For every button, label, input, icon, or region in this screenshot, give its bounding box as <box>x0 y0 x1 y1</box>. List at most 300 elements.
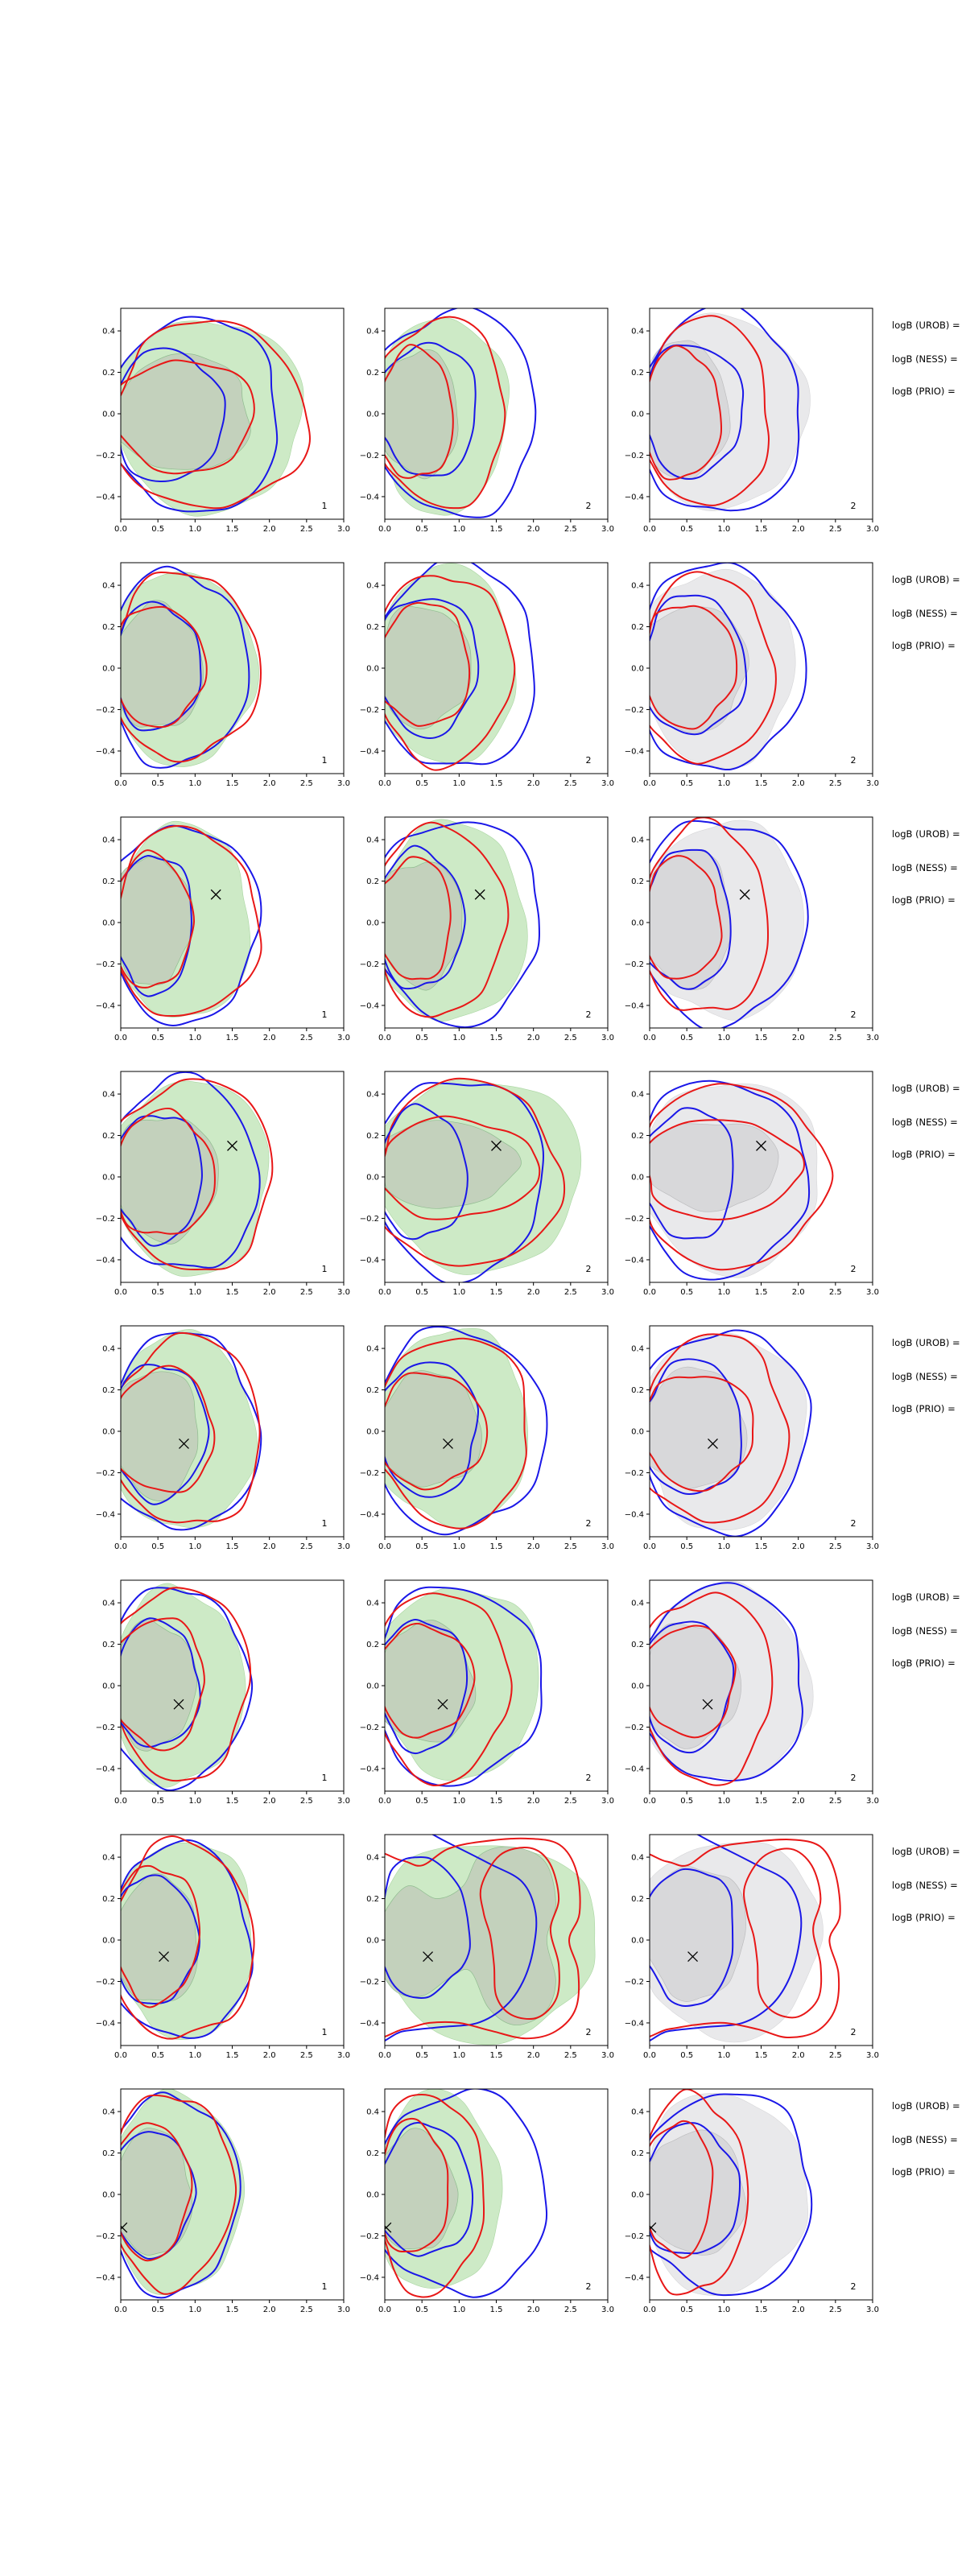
legend-line-prio: logB (PRIO) = <box>892 1149 956 1160</box>
x-tick-label: 0.0 <box>643 2306 656 2314</box>
y-tick-label: −0.4 <box>624 1001 644 1011</box>
x-tick-label: 2.0 <box>791 1288 805 1297</box>
x-tick-label: 2.0 <box>262 1542 276 1551</box>
x-tick-label: 2.0 <box>791 2306 805 2314</box>
x-tick-label: 2.5 <box>564 525 577 534</box>
x-tick-label: 2.0 <box>526 1797 540 1806</box>
contour-panel-r7c1 <box>95 1835 350 2060</box>
x-tick-label: 1.0 <box>717 1034 731 1042</box>
y-tick-label: −0.4 <box>359 2273 379 2283</box>
y-tick-label: −0.2 <box>95 1723 115 1732</box>
panel-number: 1 <box>321 755 328 766</box>
x-tick-label: 0.0 <box>378 779 391 788</box>
y-tick-label: 0.4 <box>102 2107 115 2117</box>
x-tick-label: 1.5 <box>489 1034 503 1042</box>
x-tick-label: 0.0 <box>114 779 127 788</box>
panel-number: 1 <box>321 1518 328 1529</box>
x-tick-label: 1.5 <box>754 1034 768 1042</box>
x-tick-label: 1.5 <box>489 525 503 534</box>
x-tick-label: 0.5 <box>415 2051 429 2060</box>
panel-number: 2 <box>585 1773 592 1783</box>
x-tick-label: 2.0 <box>262 779 276 788</box>
y-tick-label: −0.4 <box>624 747 644 757</box>
x-tick-label: 0.5 <box>680 2051 694 2060</box>
y-tick-label: −0.4 <box>95 2273 115 2283</box>
x-tick-label: 2.0 <box>262 1797 276 1806</box>
y-tick-label: −0.4 <box>624 1510 644 1520</box>
y-tick-label: 0.0 <box>631 1427 644 1437</box>
x-tick-label: 1.5 <box>225 1288 239 1297</box>
legend-line-ness: logB (NESS) = <box>892 1371 958 1382</box>
panel-number: 2 <box>850 1773 857 1783</box>
x-tick-label: 1.0 <box>717 2306 731 2314</box>
panel-number: 2 <box>585 2027 592 2037</box>
y-tick-label: −0.2 <box>359 960 379 969</box>
y-tick-label: 0.2 <box>631 1895 644 1905</box>
x-tick-label: 2.5 <box>564 1797 577 1806</box>
x-tick-label: 1.5 <box>225 779 239 788</box>
y-tick-label: 0.2 <box>102 1895 115 1905</box>
y-tick-label: 0.2 <box>102 1386 115 1396</box>
contour-panel-r6c3 <box>624 1580 879 1806</box>
x-tick-label: 3.0 <box>337 779 350 788</box>
y-tick-label: 0.2 <box>631 2149 644 2159</box>
panel-number: 2 <box>850 755 857 766</box>
x-tick-label: 3.0 <box>601 1542 614 1551</box>
x-tick-label: 0.0 <box>643 1542 656 1551</box>
y-tick-label: 0.4 <box>102 1344 115 1354</box>
legend-line-prio: logB (PRIO) = <box>892 894 956 906</box>
x-tick-label: 1.5 <box>754 779 768 788</box>
y-tick-label: 0.0 <box>366 1682 379 1691</box>
x-tick-label: 3.0 <box>866 1034 879 1042</box>
y-tick-label: 0.4 <box>631 1599 644 1608</box>
y-tick-label: 0.0 <box>631 2190 644 2200</box>
x-tick-label: 1.5 <box>489 2051 503 2060</box>
panel-number: 2 <box>585 1264 592 1274</box>
x-tick-label: 2.0 <box>791 2051 805 2060</box>
x-tick-label: 0.5 <box>680 525 694 534</box>
x-tick-label: 0.5 <box>151 1034 165 1042</box>
panel-number: 2 <box>850 1009 857 1020</box>
legend-line-urob: logB (UROB) = <box>892 2100 960 2112</box>
x-tick-label: 3.0 <box>601 2306 614 2314</box>
legend-line-ness: logB (NESS) = <box>892 1117 958 1128</box>
y-tick-label: −0.2 <box>624 705 644 715</box>
panel-number: 1 <box>321 1773 328 1783</box>
y-tick-label: 0.4 <box>102 1599 115 1608</box>
y-tick-label: −0.2 <box>95 2231 115 2241</box>
y-tick-label: 0.4 <box>102 327 115 336</box>
x-tick-label: 2.5 <box>828 2306 842 2314</box>
x-tick-label: 2.5 <box>828 2051 842 2060</box>
x-tick-label: 3.0 <box>337 2306 350 2314</box>
x-tick-label: 0.0 <box>378 2051 391 2060</box>
y-tick-label: −0.4 <box>95 493 115 502</box>
y-tick-label: 0.0 <box>631 664 644 674</box>
y-tick-label: 0.0 <box>102 1173 115 1183</box>
y-tick-label: 0.0 <box>631 1173 644 1183</box>
x-tick-label: 1.0 <box>188 1797 202 1806</box>
y-tick-label: −0.2 <box>359 1977 379 1987</box>
x-tick-label: 1.5 <box>754 2306 768 2314</box>
x-tick-label: 1.5 <box>489 2306 503 2314</box>
panel-number: 2 <box>850 2027 857 2037</box>
legend-line-ness: logB (NESS) = <box>892 608 958 619</box>
y-tick-label: −0.4 <box>95 1256 115 1265</box>
x-tick-label: 1.0 <box>717 525 731 534</box>
x-tick-label: 2.5 <box>564 1034 577 1042</box>
y-tick-label: 0.4 <box>102 1853 115 1863</box>
y-tick-label: −0.2 <box>624 2231 644 2241</box>
y-tick-label: 0.0 <box>366 1427 379 1437</box>
x-tick-label: 0.5 <box>151 2051 165 2060</box>
x-tick-label: 2.5 <box>299 1034 313 1042</box>
panel-number: 1 <box>321 1264 328 1274</box>
x-tick-label: 0.5 <box>680 779 694 788</box>
y-tick-label: 0.2 <box>102 369 115 378</box>
contour-panel-r6c1 <box>95 1580 350 1806</box>
legend-line-ness: logB (NESS) = <box>892 353 958 365</box>
x-tick-label: 2.5 <box>828 1797 842 1806</box>
x-tick-label: 2.5 <box>299 1797 313 1806</box>
x-tick-label: 3.0 <box>337 1288 350 1297</box>
x-tick-label: 0.0 <box>643 2051 656 2060</box>
legend-line-ness: logB (NESS) = <box>892 862 958 873</box>
x-tick-label: 0.0 <box>378 525 391 534</box>
x-tick-label: 0.0 <box>114 2051 127 2060</box>
y-tick-label: 0.2 <box>102 877 115 887</box>
x-tick-label: 3.0 <box>601 1034 614 1042</box>
contour-panel-r3c1 <box>95 817 350 1042</box>
y-tick-label: 0.0 <box>631 1936 644 1946</box>
y-tick-label: −0.2 <box>359 451 379 460</box>
y-tick-label: −0.2 <box>95 960 115 969</box>
contour-panel-r1c1 <box>95 308 350 534</box>
x-tick-label: 0.0 <box>378 1034 391 1042</box>
legend-line-ness: logB (NESS) = <box>892 2134 958 2145</box>
x-tick-label: 0.0 <box>114 1797 127 1806</box>
x-tick-label: 3.0 <box>601 1797 614 1806</box>
x-tick-label: 1.5 <box>754 1288 768 1297</box>
y-tick-label: −0.4 <box>95 1510 115 1520</box>
x-tick-label: 0.0 <box>378 2306 391 2314</box>
x-tick-label: 2.0 <box>791 1797 805 1806</box>
x-tick-label: 0.0 <box>378 1542 391 1551</box>
x-tick-label: 2.0 <box>526 779 540 788</box>
panel-number: 2 <box>850 1518 857 1529</box>
x-tick-label: 1.0 <box>188 779 202 788</box>
y-tick-label: 0.0 <box>102 1427 115 1437</box>
y-tick-label: 0.2 <box>366 1895 379 1905</box>
y-tick-label: 0.4 <box>366 836 379 845</box>
contour-panel-r5c1 <box>95 1326 350 1551</box>
y-tick-label: 0.0 <box>631 919 644 928</box>
x-tick-label: 0.5 <box>415 779 429 788</box>
x-tick-label: 3.0 <box>866 2306 879 2314</box>
x-tick-label: 3.0 <box>866 525 879 534</box>
x-tick-label: 0.5 <box>680 1797 694 1806</box>
x-tick-label: 0.5 <box>151 1542 165 1551</box>
x-tick-label: 2.5 <box>564 2306 577 2314</box>
x-tick-label: 3.0 <box>866 1797 879 1806</box>
y-tick-label: 0.2 <box>631 877 644 887</box>
y-tick-label: 0.0 <box>366 2190 379 2200</box>
y-tick-label: −0.4 <box>359 1256 379 1265</box>
x-tick-label: 2.0 <box>526 525 540 534</box>
x-tick-label: 3.0 <box>866 2051 879 2060</box>
x-tick-label: 2.5 <box>828 1288 842 1297</box>
y-tick-label: −0.4 <box>359 493 379 502</box>
y-tick-label: −0.2 <box>624 960 644 969</box>
legend-line-prio: logB (PRIO) = <box>892 2166 956 2178</box>
y-tick-label: 0.4 <box>102 1090 115 1100</box>
x-tick-label: 0.5 <box>680 1542 694 1551</box>
x-tick-label: 2.0 <box>262 2051 276 2060</box>
panel-number: 2 <box>585 755 592 766</box>
x-tick-label: 2.5 <box>564 2051 577 2060</box>
x-tick-label: 0.0 <box>643 1034 656 1042</box>
panel-number: 1 <box>321 1009 328 1020</box>
x-tick-label: 0.5 <box>151 525 165 534</box>
y-tick-label: 0.4 <box>631 2107 644 2117</box>
y-tick-label: 0.0 <box>366 1173 379 1183</box>
y-tick-label: −0.4 <box>624 493 644 502</box>
x-tick-label: 1.5 <box>489 1288 503 1297</box>
x-tick-label: 2.0 <box>262 525 276 534</box>
x-tick-label: 1.0 <box>452 1542 466 1551</box>
x-tick-label: 1.5 <box>489 1542 503 1551</box>
y-tick-label: 0.2 <box>631 1386 644 1396</box>
x-tick-label: 2.5 <box>564 1542 577 1551</box>
x-tick-label: 1.0 <box>452 2306 466 2314</box>
x-tick-label: 2.0 <box>526 1542 540 1551</box>
x-tick-label: 1.0 <box>717 1288 731 1297</box>
contour-panel-r7c2 <box>359 1835 614 2060</box>
x-tick-label: 0.5 <box>415 1542 429 1551</box>
y-tick-label: −0.2 <box>359 705 379 715</box>
y-tick-label: −0.4 <box>624 1765 644 1774</box>
x-tick-label: 0.0 <box>114 1288 127 1297</box>
y-tick-label: 0.2 <box>102 1641 115 1650</box>
y-tick-label: −0.2 <box>624 451 644 460</box>
x-tick-label: 3.0 <box>601 525 614 534</box>
x-tick-label: 1.5 <box>489 779 503 788</box>
y-tick-label: 0.0 <box>631 1682 644 1691</box>
x-tick-label: 1.5 <box>489 1797 503 1806</box>
y-tick-label: 0.4 <box>631 1090 644 1100</box>
x-tick-label: 2.5 <box>299 1542 313 1551</box>
x-tick-label: 0.5 <box>151 1288 165 1297</box>
x-tick-label: 1.5 <box>225 2306 239 2314</box>
panel-number: 2 <box>585 1009 592 1020</box>
y-tick-label: −0.2 <box>624 1977 644 1987</box>
x-tick-label: 0.5 <box>415 1034 429 1042</box>
x-tick-label: 3.0 <box>337 2051 350 2060</box>
y-tick-label: 0.4 <box>366 327 379 336</box>
panel-number: 1 <box>321 501 328 511</box>
x-tick-label: 0.5 <box>415 1288 429 1297</box>
x-tick-label: 2.0 <box>526 1288 540 1297</box>
y-tick-label: 0.4 <box>102 581 115 591</box>
x-tick-label: 0.0 <box>114 525 127 534</box>
y-tick-label: 0.4 <box>631 327 644 336</box>
panel-number: 2 <box>585 501 592 511</box>
x-tick-label: 0.0 <box>114 1034 127 1042</box>
x-tick-label: 2.0 <box>526 2051 540 2060</box>
panel-number: 1 <box>321 2027 328 2037</box>
x-tick-label: 1.0 <box>452 2051 466 2060</box>
x-tick-label: 1.5 <box>225 525 239 534</box>
contour-panel-r4c3 <box>624 1071 879 1297</box>
x-tick-label: 1.0 <box>717 779 731 788</box>
y-tick-label: 0.4 <box>631 1344 644 1354</box>
y-tick-label: −0.2 <box>359 1723 379 1732</box>
y-tick-label: 0.0 <box>102 410 115 419</box>
x-tick-label: 2.0 <box>791 525 805 534</box>
x-tick-label: 2.5 <box>299 2051 313 2060</box>
y-tick-label: −0.2 <box>624 1468 644 1478</box>
x-tick-label: 1.0 <box>452 1288 466 1297</box>
y-tick-label: 0.4 <box>631 1853 644 1863</box>
x-tick-label: 1.0 <box>717 2051 731 2060</box>
y-tick-label: 0.0 <box>366 664 379 674</box>
contour-panel-r8c2 <box>359 2089 614 2314</box>
y-tick-label: 0.0 <box>366 1936 379 1946</box>
contour-panel-r4c2 <box>359 1071 614 1297</box>
x-tick-label: 1.0 <box>188 2051 202 2060</box>
y-tick-label: −0.2 <box>359 2231 379 2241</box>
legend-line-ness: logB (NESS) = <box>892 1625 958 1637</box>
contour-panel-r2c3 <box>624 563 879 788</box>
y-tick-label: −0.4 <box>359 1001 379 1011</box>
x-tick-label: 0.5 <box>680 1034 694 1042</box>
x-tick-label: 3.0 <box>866 1288 879 1297</box>
y-tick-label: −0.2 <box>95 1977 115 1987</box>
y-tick-label: 0.2 <box>366 1386 379 1396</box>
x-tick-label: 2.5 <box>564 1288 577 1297</box>
contour-panel-r8c3 <box>624 2089 879 2314</box>
legend-line-urob: logB (UROB) = <box>892 1083 960 1094</box>
y-tick-label: −0.4 <box>95 1001 115 1011</box>
x-tick-label: 0.5 <box>415 1797 429 1806</box>
x-tick-label: 0.0 <box>643 525 656 534</box>
y-tick-label: 0.4 <box>366 1344 379 1354</box>
x-tick-label: 1.5 <box>225 2051 239 2060</box>
y-tick-label: 0.2 <box>366 623 379 633</box>
x-tick-label: 0.5 <box>415 2306 429 2314</box>
x-tick-label: 1.0 <box>717 1542 731 1551</box>
x-tick-label: 2.5 <box>828 779 842 788</box>
y-tick-label: −0.4 <box>359 1510 379 1520</box>
y-tick-label: 0.0 <box>102 2190 115 2200</box>
panel-number: 2 <box>585 1518 592 1529</box>
y-tick-label: 0.4 <box>366 1090 379 1100</box>
x-tick-label: 1.5 <box>225 1034 239 1042</box>
y-tick-label: −0.2 <box>624 1214 644 1224</box>
legend-line-urob: logB (UROB) = <box>892 1591 960 1603</box>
x-tick-label: 2.0 <box>262 2306 276 2314</box>
x-tick-label: 2.0 <box>262 1034 276 1042</box>
x-tick-label: 0.0 <box>643 779 656 788</box>
y-tick-label: −0.4 <box>359 2019 379 2029</box>
y-tick-label: −0.4 <box>95 747 115 757</box>
contour-panel-r1c3 <box>624 308 879 534</box>
y-tick-label: −0.4 <box>359 747 379 757</box>
x-tick-label: 1.0 <box>188 1034 202 1042</box>
y-tick-label: −0.2 <box>95 705 115 715</box>
y-tick-label: 0.2 <box>631 1132 644 1141</box>
x-tick-label: 1.0 <box>452 1034 466 1042</box>
x-tick-label: 2.5 <box>299 2306 313 2314</box>
legend-line-prio: logB (PRIO) = <box>892 1657 956 1669</box>
y-tick-label: 0.4 <box>102 836 115 845</box>
x-tick-label: 2.0 <box>526 1034 540 1042</box>
x-tick-label: 0.0 <box>114 2306 127 2314</box>
legend-line-prio: logB (PRIO) = <box>892 386 956 397</box>
legend-line-urob: logB (UROB) = <box>892 574 960 585</box>
legend-line-prio: logB (PRIO) = <box>892 1912 956 1923</box>
legend-line-urob: logB (UROB) = <box>892 1337 960 1348</box>
y-tick-label: −0.2 <box>359 1214 379 1224</box>
x-tick-label: 1.5 <box>754 1797 768 1806</box>
x-tick-label: 2.5 <box>564 779 577 788</box>
contour-panel-r2c2 <box>359 563 614 788</box>
contour-panel-r5c2 <box>359 1326 614 1551</box>
x-tick-label: 1.0 <box>452 779 466 788</box>
x-tick-label: 2.5 <box>828 525 842 534</box>
x-tick-label: 0.0 <box>643 1797 656 1806</box>
x-tick-label: 1.5 <box>225 1542 239 1551</box>
contour-panel-r5c3 <box>624 1326 879 1551</box>
panel-number: 1 <box>321 2281 328 2292</box>
x-tick-label: 2.5 <box>828 1034 842 1042</box>
x-tick-label: 0.0 <box>114 1542 127 1551</box>
y-tick-label: −0.2 <box>95 1214 115 1224</box>
x-tick-label: 2.5 <box>299 1288 313 1297</box>
x-tick-label: 3.0 <box>601 2051 614 2060</box>
contour-panel-r6c2 <box>359 1580 614 1806</box>
y-tick-label: 0.0 <box>366 410 379 419</box>
y-tick-label: −0.4 <box>359 1765 379 1774</box>
x-tick-label: 3.0 <box>601 779 614 788</box>
legend-line-urob: logB (UROB) = <box>892 1846 960 1857</box>
x-tick-label: 0.0 <box>643 1288 656 1297</box>
x-tick-label: 1.0 <box>188 1288 202 1297</box>
y-tick-label: −0.4 <box>95 1765 115 1774</box>
panel-number: 2 <box>850 2281 857 2292</box>
x-tick-label: 0.5 <box>151 779 165 788</box>
legend-line-urob: logB (UROB) = <box>892 320 960 331</box>
contour-panel-r3c2 <box>359 817 614 1042</box>
y-tick-label: 0.0 <box>102 1936 115 1946</box>
x-tick-label: 0.0 <box>378 1797 391 1806</box>
y-tick-label: 0.0 <box>631 410 644 419</box>
y-tick-label: 0.2 <box>366 877 379 887</box>
y-tick-label: 0.0 <box>102 919 115 928</box>
y-tick-label: 0.2 <box>366 1641 379 1650</box>
x-tick-label: 1.0 <box>452 525 466 534</box>
x-tick-label: 0.5 <box>151 2306 165 2314</box>
x-tick-label: 2.0 <box>791 779 805 788</box>
y-tick-label: 0.4 <box>631 581 644 591</box>
x-tick-label: 1.5 <box>754 525 768 534</box>
x-tick-label: 2.5 <box>299 525 313 534</box>
x-tick-label: 1.0 <box>188 1542 202 1551</box>
y-tick-label: 0.4 <box>366 1853 379 1863</box>
y-tick-label: 0.2 <box>102 1132 115 1141</box>
y-tick-label: 0.2 <box>631 369 644 378</box>
